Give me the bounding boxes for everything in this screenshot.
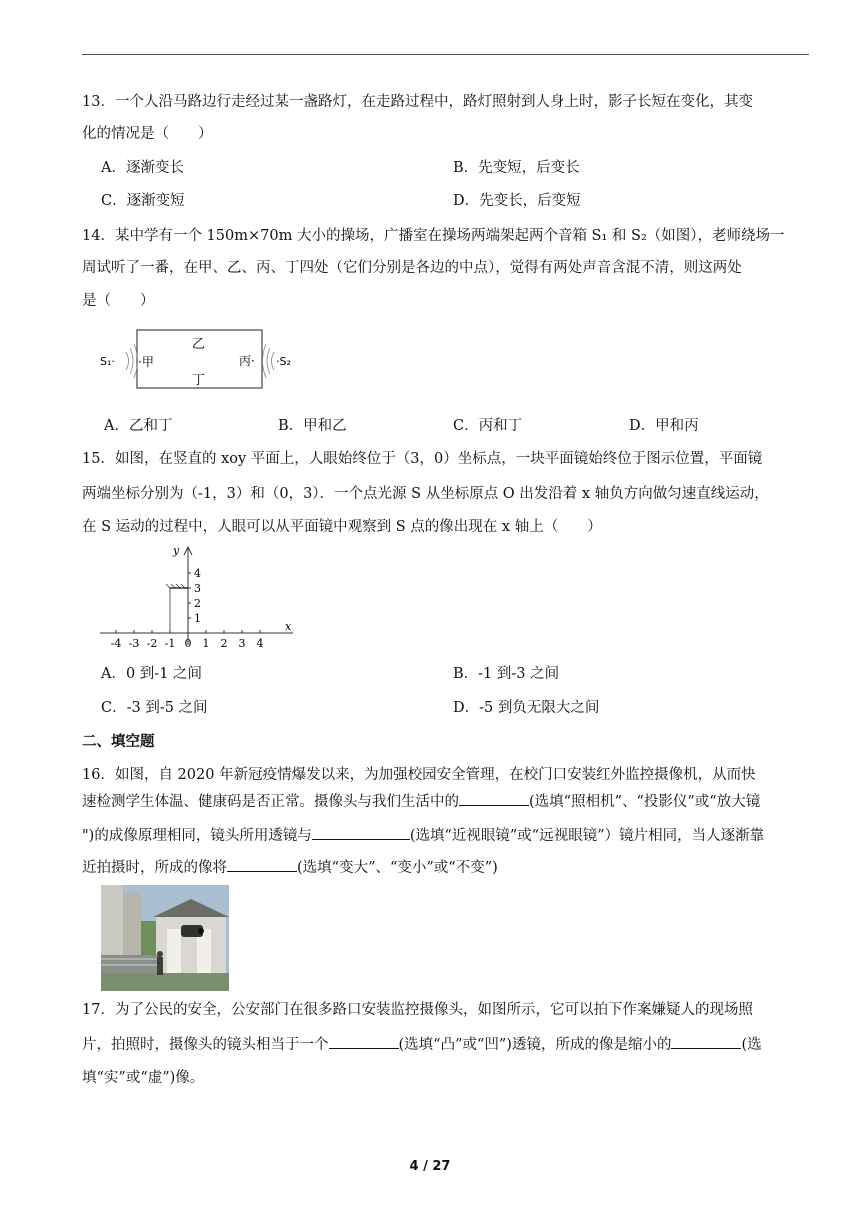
q16-blank-1[interactable]: [459, 791, 529, 806]
q13-stem-line1: 13．一个人沿马路边行走经过某一盏路灯，在走路过程中，路灯照射到人身上时，影子长短在变化，其变: [82, 94, 753, 110]
label-s2: ·S₂: [276, 355, 291, 368]
label-yi: 乙: [192, 337, 206, 352]
q13-stem-line2: 化的情况是（ ）: [82, 126, 213, 142]
q14-option-c[interactable]: C．丙和丁: [453, 418, 523, 434]
q14-option-b[interactable]: B．甲和乙: [278, 418, 347, 434]
q14-option-a[interactable]: A．乙和丁: [104, 418, 173, 434]
q13-option-b[interactable]: B．先变短，后变长: [453, 160, 580, 176]
label-s1: S₁·: [100, 355, 115, 368]
q17-text-2a: 片，拍照时，摄像头的镜头相当于一个: [82, 1037, 329, 1053]
q14-stem-line3: 是（ ）: [82, 293, 155, 309]
q17-stem-line3: 填“实”或“虚”)像。: [82, 1070, 205, 1086]
q16-text-2b: (选填“照相机”、“投影仪”或“放大镜: [529, 794, 761, 810]
label-ding: 丁: [192, 373, 206, 388]
q15-option-b[interactable]: B．-1 到-3 之间: [453, 666, 560, 682]
section-heading-fill-in: 二、填空题: [82, 734, 155, 750]
x-tick-label: -3: [128, 637, 140, 650]
x-tick-label: 3: [238, 637, 246, 650]
q14-stem-line1: 14．某中学有一个 150m×70m 大小的操场，广播室在操场两端架起两个音箱 S₁ 和 S₂（如图），老师绕场一: [82, 228, 785, 244]
q16-stem-line4: [82, 857, 498, 878]
s1-sound-waves: [126, 344, 138, 378]
x-tick-label: 4: [256, 637, 264, 650]
q16-stem-line1: 16．如图，自 2020 年新冠疫情爆发以来，为加强校园安全管理，在校门口安装红外监控摄像机，从而快: [82, 767, 756, 783]
q16-text-4b: (选填“变大”、“变小”或“不变”): [297, 860, 498, 876]
q17-blank-1[interactable]: [329, 1034, 399, 1049]
page-number: 4 / 27: [409, 1159, 451, 1174]
q15-stem-line1: 15．如图，在竖直的 xoy 平面上，人眼始终位于（3，0）坐标点，一块平面镜始终位于图示位置，平面镜: [82, 451, 763, 467]
y-tick-label: 4: [194, 567, 201, 580]
x-tick-label: -4: [110, 637, 122, 650]
q17-text-2c: (选: [741, 1037, 762, 1053]
x-tick-label: 0: [184, 637, 192, 650]
header-rule: [82, 54, 809, 55]
q16-camera-photo: [101, 885, 229, 991]
q16-text-2a: 速检测学生体温、健康码是否正常。摄像头与我们生活中的: [82, 794, 459, 810]
q13-option-a[interactable]: A．逐渐变长: [101, 160, 184, 176]
x-tick-label: 2: [220, 637, 228, 650]
y-axis-label: y: [173, 544, 180, 557]
q17-text-2b: (选填“凸”或“凹”)透镜，所成的像是缩小的: [398, 1037, 672, 1053]
x-tick-label: -2: [146, 637, 158, 650]
label-jia: ·甲: [138, 355, 154, 369]
label-bing: 丙·: [239, 354, 255, 368]
q16-blank-3[interactable]: [227, 857, 297, 872]
q16-stem-line2: [82, 791, 760, 812]
q15-stem-line2: 两端坐标分别为（-1，3）和（0，3）．一个点光源 S 从坐标原点 O 出发沿着 x 轴负方向做匀速直线运动，: [82, 486, 769, 502]
q13-option-d[interactable]: D．先变长，后变短: [453, 193, 581, 209]
q15-stem-line3: 在 S 运动的过程中，人眼可以从平面镜中观察到 S 点的像出现在 x 轴上（ ）: [82, 519, 602, 535]
q16-blank-2[interactable]: [312, 825, 410, 840]
x-tick-label: 1: [202, 637, 210, 650]
x-axis-label: x: [285, 620, 292, 633]
x-tick-label: -1: [164, 637, 176, 650]
q15-option-c[interactable]: C．-3 到-5 之间: [101, 700, 208, 716]
q16-text-3b: (选填“近视眼镜”或“远视眼镜”）镜片相同，当人逐渐靠: [409, 828, 765, 844]
q15-coordinate-figure: [100, 543, 300, 655]
q14-stem-line2: 周试听了一番，在甲、乙、丙、丁四处（它们分别是各边的中点），觉得有两处声音含混不清，则这两处: [82, 260, 742, 276]
y-tick-label: 3: [194, 582, 201, 595]
s2-sound-waves: [263, 344, 275, 378]
q14-option-d[interactable]: D．甲和丙: [629, 418, 699, 434]
y-tick-label: 1: [194, 612, 201, 625]
y-ticks: [188, 567, 201, 625]
q14-playground-figure: [98, 326, 303, 394]
q16-text-4a: 近拍摄时，所成的像将: [82, 860, 227, 876]
q15-option-d[interactable]: D．-5 到负无限大之间: [453, 700, 600, 716]
q13-option-c[interactable]: C．逐渐变短: [101, 193, 185, 209]
q17-stem-line1: 17．为了公民的安全，公安部门在很多路口安装监控摄像头，如图所示，它可以拍下作案嫌疑人的现场照: [82, 1002, 753, 1018]
q17-stem-line2: [82, 1034, 762, 1055]
y-tick-label: 2: [194, 597, 201, 610]
q17-blank-2[interactable]: [671, 1034, 741, 1049]
q16-text-3a: ")的成像原理相同，镜头所用透镜与: [82, 828, 312, 844]
camera-scene-illustration: [101, 885, 229, 991]
q16-stem-line3: [82, 825, 764, 846]
q15-option-a[interactable]: A．0 到-1 之间: [101, 666, 203, 682]
